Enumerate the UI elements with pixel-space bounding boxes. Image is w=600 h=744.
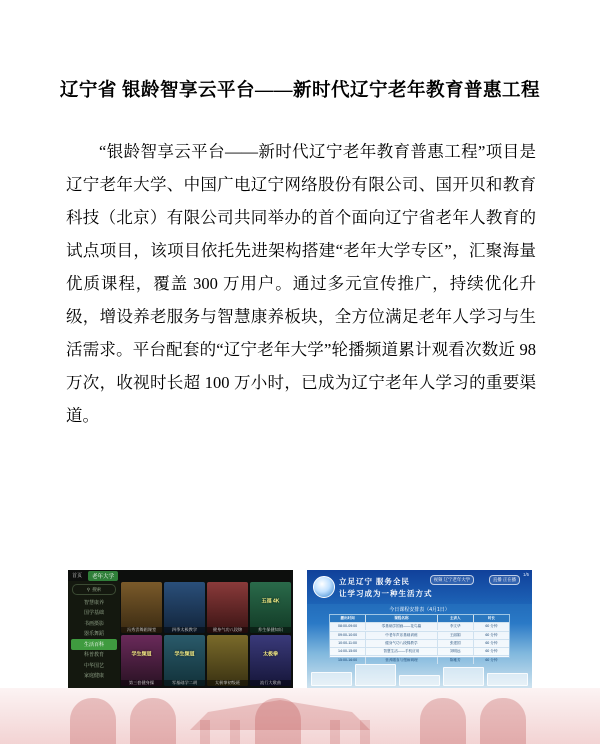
column-shape [330, 720, 340, 744]
cell-time: 14:00-15:00 [330, 648, 366, 655]
column-shape [230, 720, 240, 744]
tv-topbar [68, 570, 293, 581]
table-row [330, 640, 509, 648]
tv-sidebar [68, 581, 120, 688]
course-card[interactable] [121, 582, 162, 633]
column-shape [360, 720, 370, 744]
course-card-badge: 学生频道 [174, 651, 195, 658]
table-row [330, 648, 509, 656]
schedule-subtitle: 今日课程安排表（4月1日） [389, 607, 450, 613]
arch-shape [480, 698, 526, 744]
course-card-title: 太极拳初级班 [207, 680, 248, 686]
slogan-line-1: 立足辽宁 服务全民 [339, 577, 410, 586]
sidebar-item-2[interactable]: 书画摄影 [83, 620, 104, 627]
broadcast-screen [307, 570, 532, 688]
course-card-title: 养生保健知识 [250, 627, 291, 633]
tv-course-screen [68, 570, 293, 688]
course-card[interactable] [164, 635, 205, 686]
cell-teacher: 王丽娟 [438, 632, 474, 639]
body-text-block [66, 118, 536, 448]
cell-duration: 60 分钟 [485, 649, 498, 654]
course-card-title: 第三套健身操 [121, 680, 162, 686]
col-header-time: 播出时间 [330, 615, 366, 622]
course-card-title: 健身气功八段锦 [207, 627, 248, 633]
cell-time: 09:00-10:00 [330, 632, 366, 639]
building-shape [443, 667, 484, 686]
search-placeholder: 搜索 [92, 586, 102, 592]
tv-tab-elder-university[interactable]: 老年大学 [88, 571, 118, 581]
sidebar-item-6[interactable]: 中华国艺 [83, 662, 104, 669]
cell-course: 智慧生活——手机应用 [366, 648, 437, 655]
figure-left-course-platform [68, 570, 293, 688]
col-header-course: 课程名称 [366, 615, 437, 622]
cell-course: 健身气功八段锦教学 [366, 640, 437, 647]
cell-teacher: 张建国 [438, 640, 474, 647]
page-title: 辽宁省 银龄智享云平台——新时代辽宁老年教育普惠工程 [59, 81, 541, 101]
cell-duration: 60 分钟 [485, 641, 498, 646]
building-shape [487, 673, 528, 686]
cell-teacher: 李文华 [438, 623, 474, 630]
column-shape [200, 720, 210, 744]
arch-shape [70, 698, 116, 744]
tv-home-label[interactable]: 首页 [72, 573, 83, 579]
search-input[interactable] [72, 584, 116, 595]
course-card[interactable] [207, 582, 248, 633]
col-header-duration: 时长 [487, 616, 495, 621]
channel-logo-icon [313, 576, 335, 598]
sidebar-item-3[interactable]: 器乐舞蹈 [83, 631, 104, 638]
course-card-title: 零基础学二胡 [164, 680, 205, 686]
cell-course: 中老年声乐基础训练 [366, 632, 437, 639]
sidebar-item-1[interactable]: 国学基础 [83, 610, 104, 617]
search-icon: ⚲ [86, 586, 91, 592]
course-card-title: 四季太极教学 [164, 627, 205, 633]
cell-course: 营养膳食与慢病调理 [366, 657, 437, 664]
building-shape [311, 672, 352, 686]
figure-right-broadcast-channel [307, 570, 532, 688]
cell-teacher: 刘明远 [438, 648, 474, 655]
arch-shape [420, 698, 466, 744]
pill-live-now[interactable]: 直播 正在播 [489, 575, 520, 585]
course-card[interactable] [250, 582, 291, 633]
cell-time: 10:00-11:00 [330, 640, 366, 647]
course-card[interactable] [207, 635, 248, 686]
sidebar-item-7[interactable]: 家庭健康 [83, 673, 104, 680]
arch-shape [130, 698, 176, 744]
building-shape [399, 675, 440, 686]
building-shape [355, 664, 396, 686]
course-card[interactable] [250, 635, 291, 686]
slogan-line-2: 让学习成为一种生活方式 [339, 589, 433, 598]
course-card[interactable] [121, 635, 162, 686]
course-card-title: 流行大歌曲 [250, 680, 291, 686]
cell-time: 15:00-16:00 [330, 657, 366, 664]
paragraph: “银龄智享云平台——新时代辽宁老年教育普惠工程”项目是辽宁老年大学、中国广电辽宁网络股份有限公司、国开贝和教育科技（北京）有限公司共同举办的首个面向辽宁省老年人教育的试点项目，该项目依托先进架构搭建“老年大学专区”，汇聚海量优质课程，覆盖 300 万用户。通过多元宣传推广，持续优化升级，增设养老服务与智慧康养板块，全方位满足老年人学习与生活需求。平台配套的“辽宁老年大学”轮播频道累计观看次数近 98 万次，收视时长超 100 万小时，已成为辽宁老年人学习的重要渠道。 [66, 141, 536, 425]
cell-duration: 60 分钟 [485, 657, 498, 662]
sidebar-item-4[interactable]: 生活百科 [71, 639, 117, 650]
course-card-badge: 太极拳 [262, 651, 279, 658]
course-card-badge: 学生频道 [131, 651, 152, 658]
cell-duration: 60 分钟 [485, 624, 498, 629]
page-indicator: 1/5 [523, 572, 529, 577]
table-row [330, 632, 509, 640]
col-header-teacher: 主讲人 [438, 615, 474, 622]
pill-video-channel[interactable]: 视频 辽宁老年大学 [430, 575, 474, 585]
course-card[interactable] [164, 582, 205, 633]
course-card-badge: 五福 4K [261, 598, 280, 605]
cell-time: 08:00-09:00 [330, 623, 366, 630]
cell-duration: 60 分钟 [485, 632, 498, 637]
cell-course: 零基础学国画——花鸟篇 [366, 623, 437, 630]
arch-shape [255, 698, 301, 744]
sidebar-item-5[interactable]: 科普教育 [83, 652, 104, 659]
skyline-decoration [307, 662, 532, 688]
course-card-title: 冯秀雲舞蹈课堂 [121, 627, 162, 633]
table-row [330, 623, 509, 631]
bottom-decoration-band [0, 688, 600, 744]
cell-teacher: 陈雅芳 [438, 657, 474, 664]
schedule-table [329, 614, 510, 662]
figure-row [68, 570, 532, 688]
course-card-grid [121, 582, 291, 686]
sidebar-item-0[interactable]: 智慧康养 [83, 599, 104, 606]
table-header-row [330, 615, 509, 623]
